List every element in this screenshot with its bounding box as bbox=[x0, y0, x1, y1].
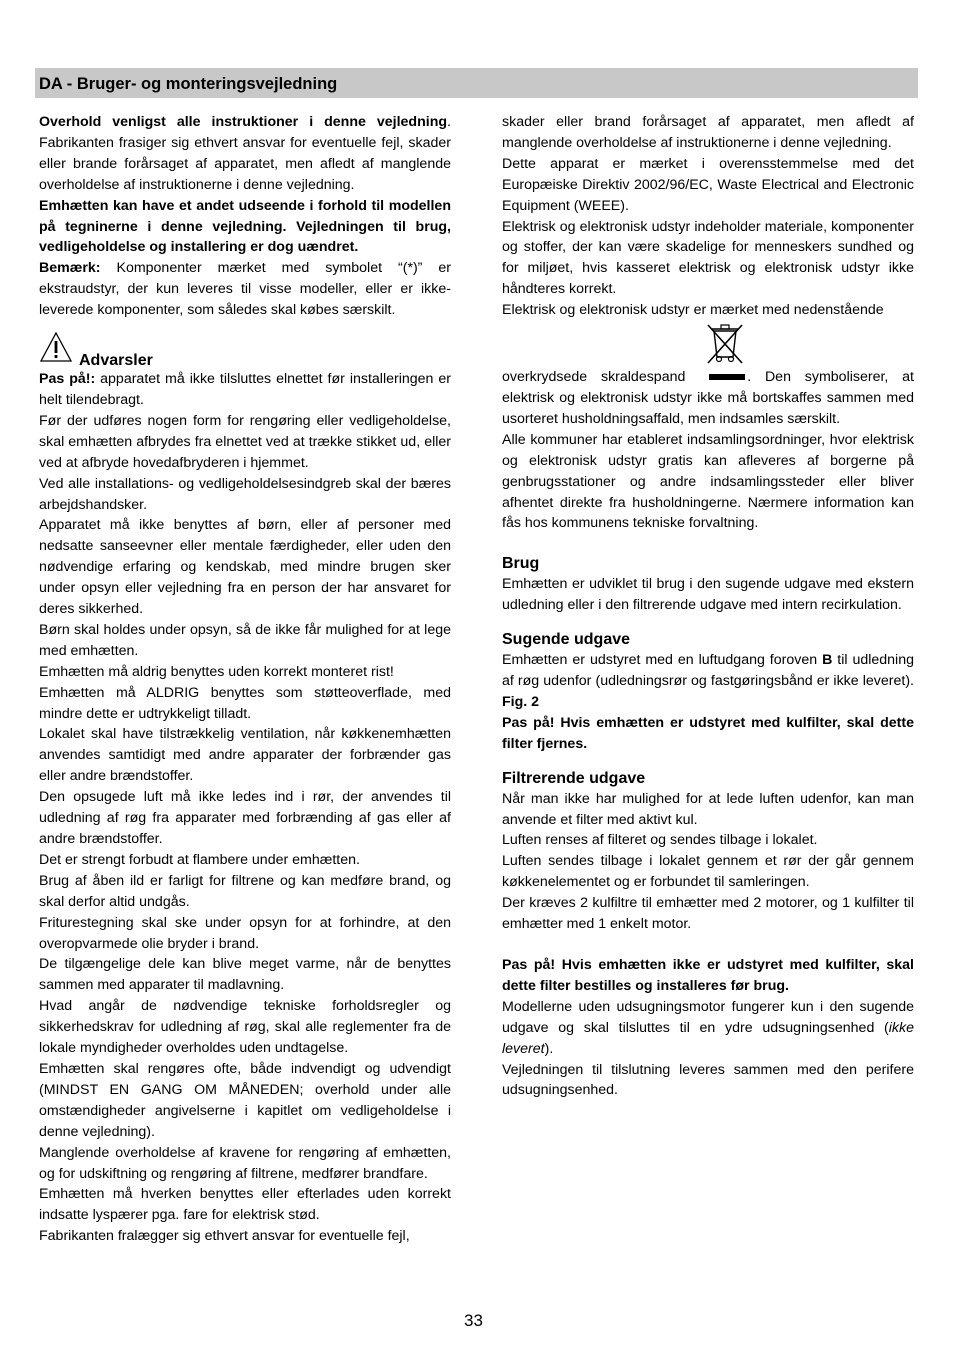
warnings-heading bbox=[39, 331, 451, 369]
sugende-heading: Sugende udgave bbox=[502, 631, 631, 649]
warning-item: Før der udføres nogen form for rengøring eller vedligeholdelse, skal emhætten afbrydes fra elnettet ved at trække stikket ud, eller ved at afbryde hovedafbryderen i hjemmet. bbox=[39, 412, 451, 471]
warning-item: Det er strengt forbudt at flambere under emhætten. bbox=[39, 851, 360, 868]
warning-item: Brug af åben ild er farligt for filtrene og kan medføre brand, og skal derfor altid undgås. bbox=[39, 872, 451, 910]
section-title: DA - Bruger- og monteringsvejledning bbox=[39, 75, 338, 93]
warning-item: Friturestegning skal ske under opsyn for at forhindre, at den overopvarmede olie bryder i brand. bbox=[39, 914, 451, 952]
models-paragraph: Modellerne uden udsugningsmotor fungerer kun i den sugende udgave og skal tilsluttes til en ydre udsugningsenhed (ikke leveret). bbox=[502, 998, 914, 1057]
warning-item: Ved alle installations- og vedligeholdelsesindgreb skal der bæres arbejdshandsker. bbox=[39, 475, 451, 513]
warning-item: Lokalet skal have tilstrækkelig ventilation, når køkkenemhætten anvendes samtidigt med andre apparater der forbrænder gas eller andre brændstoffer. bbox=[39, 726, 451, 785]
warning-item: Børn skal holdes under opsyn, så de ikke får mulighed for at lege med emhætten. bbox=[39, 621, 451, 659]
warning-item: Fabrikanten fralægger sig ethvert ansvar for eventuelle fejl, bbox=[39, 1228, 410, 1245]
bin-symbol-row bbox=[502, 321, 914, 367]
warning-item: De tilgængelige dele kan blive meget varme, når de benyttes sammen med apparater til madlavning. bbox=[39, 956, 451, 994]
black-bar bbox=[709, 374, 745, 380]
weee-paragraph-2: Elektrisk og elektronisk udstyr indeholder materiale, komponenter og stoffer, der kan være skadelige for menneskers sundhed og for miljøet, hvis kasseret elektrisk og elektronisk udstyr ikke håndteres korrekt. bbox=[502, 218, 914, 298]
filtrerende-paragraph-2: Luften renses af filteret og sendes tilbage i lokalet. bbox=[502, 832, 818, 849]
warnings-title: Advarsler bbox=[79, 352, 153, 370]
sugende-paragraph: Emhætten er udstyret med en luftudgang foroven B til udledning af røg udenfor (udledningsrør og fastgøringsbånd er ikke leveret). Fig. 2 bbox=[502, 652, 914, 710]
warning-item: Emhætten må ALDRIG benyttes som støtteoverflade, med mindre dette er udtrykkeligt tilladt. bbox=[39, 684, 451, 722]
connection-paragraph: Vejledningen til tilslutning leveres sammen med den perifere udsugningsenhed. bbox=[502, 1061, 914, 1099]
warning-item: Emhætten må hverken benyttes eller efterlades uden korrekt indsatte lyspærer pga. fare for elektrisk stød. bbox=[39, 1186, 451, 1224]
page-number: 33 bbox=[464, 1311, 483, 1330]
brug-paragraph: Emhætten er udviklet til brug i den sugende udgave med ekstern udledning eller i den filtrerende udgave med intern recirkulation. bbox=[502, 576, 914, 614]
right-column bbox=[502, 112, 914, 1101]
filtrerende-paragraph-1: Når man ikke har mulighed for at lede luften udenfor, kan man anvende et filter med aktivt kul. bbox=[502, 790, 914, 828]
warning-item: Emhætten må aldrig benyttes uden korrekt monteret rist! bbox=[39, 663, 394, 680]
warning-item: Den opsugede luft må ikke ledes ind i rør, der anvendes til udledning af røg fra apparater med forbrænding af gas eller af andre brændstoffer. bbox=[39, 789, 451, 847]
brug-heading: Brug bbox=[502, 555, 540, 573]
warning-triangle-icon bbox=[39, 331, 73, 363]
weee-paragraph-3: Elektrisk og elektronisk udstyr er mærket med nedenstående bbox=[502, 302, 884, 319]
continued-paragraph: skader eller brand forårsaget af apparatet, men afledt af manglende overholdelse af instruktionerne i denne vejledning. bbox=[502, 114, 914, 151]
left-column bbox=[39, 112, 451, 1247]
warning-item: Pas på!: apparatet må ikke tilsluttes elnettet før installeringen er helt tilendebragt. bbox=[39, 371, 451, 408]
warning-item: Apparatet må ikke benyttes af børn, eller af personer med nedsatte sanseevner eller mentale færdigheder, eller uden den nødvendige erfaring og kendskab, med mindre brugen sker under opsyn eller vejledning fra en person der har ansvaret for deres sikkerhed. bbox=[39, 517, 451, 618]
warning-item: Emhætten skal rengøres ofte, både indvendigt og udvendigt (MINDST EN GANG OM MÅNEDEN; overhold under alle omstændigheder angivelserne i kapitlet om vedligeholdelse i denne vejledning). bbox=[39, 1060, 451, 1140]
section-header bbox=[35, 68, 918, 98]
filtrerende-paragraph-3: Luften sendes tilbage i lokalet gennem et rør der går gennem køkkenelementet og er forbundet til samleringen. bbox=[502, 853, 914, 891]
filtrerende-warning: Pas på! Hvis emhætten ikke er udstyret med kulfilter, skal dette filter bestilles og installeres før brug. bbox=[502, 957, 914, 994]
intro-paragraph-2: Emhætten kan have et andet udseende i forhold til modellen på tegninerne i denne vejledning. Vejledningen til brug, vedligeholdelse og installering er dog uændret. bbox=[39, 197, 451, 256]
weee-paragraph-4: overkrydsede skraldespand . Den symboliserer, at elektrisk og elektronisk udstyr ikke må bortskaffes sammen med usorteret husholdningsaffald, men indsamles særskilt. bbox=[502, 369, 914, 427]
weee-paragraph-5: Alle kommuner har etableret indsamlingsordninger, hvor elektrisk og elektronisk udstyr gratis kan afleveres af borgerne på genbrugsstationer og andre indsamlingssteder eller bliver afhentet direkte fra husholdningerne. Nærmere information kan fås hos kommunens tekniske forvaltning. bbox=[502, 431, 914, 532]
filtrerende-paragraph-4: Der kræves 2 kulfiltre til emhætter med 2 motorer, og 1 kulfilter til emhætter med 1 enkelt motor. bbox=[502, 895, 914, 933]
warning-item: Manglende overholdelse af kravene for rengøring af emhætten, og for udskiftning og rengøring af filtrene, medfører brandfare. bbox=[39, 1144, 451, 1182]
crossed-out-bin-icon bbox=[702, 323, 748, 367]
intro-paragraph-1: Overhold venligst alle instruktioner i denne vejledning. Fabrikanten frasiger sig ethvert ansvar for eventuelle fejl, skader eller brande forårsaget af apparatet, men afledt af manglende overholdelse af instruktionerne i denne vejledning. bbox=[39, 114, 451, 193]
intro-paragraph-3: Bemærk: Komponenter mærket med symbolet “(*)” er ekstraudstyr, der kun leveres til visse modeller, eller er ikke-leverede komponenter, som således skal købes særskilt. bbox=[39, 260, 451, 319]
weee-paragraph-1: Dette apparat er mærket i overensstemmelse med det Europæiske Direktiv 2002/96/EC, Waste Electrical and Electronic Equipment (WEEE). bbox=[502, 155, 914, 214]
sugende-warning: Pas på! Hvis emhætten er udstyret med kulfilter, skal dette filter fjernes. bbox=[502, 714, 914, 752]
filtrerende-heading: Filtrerende udgave bbox=[502, 769, 646, 787]
warning-item: Hvad angår de nødvendige tekniske forholdsregler og sikkerhedskrav for udledning af røg, skal alle reglementer fra de lokale myndigheder overholdes uden undtagelse. bbox=[39, 998, 451, 1057]
